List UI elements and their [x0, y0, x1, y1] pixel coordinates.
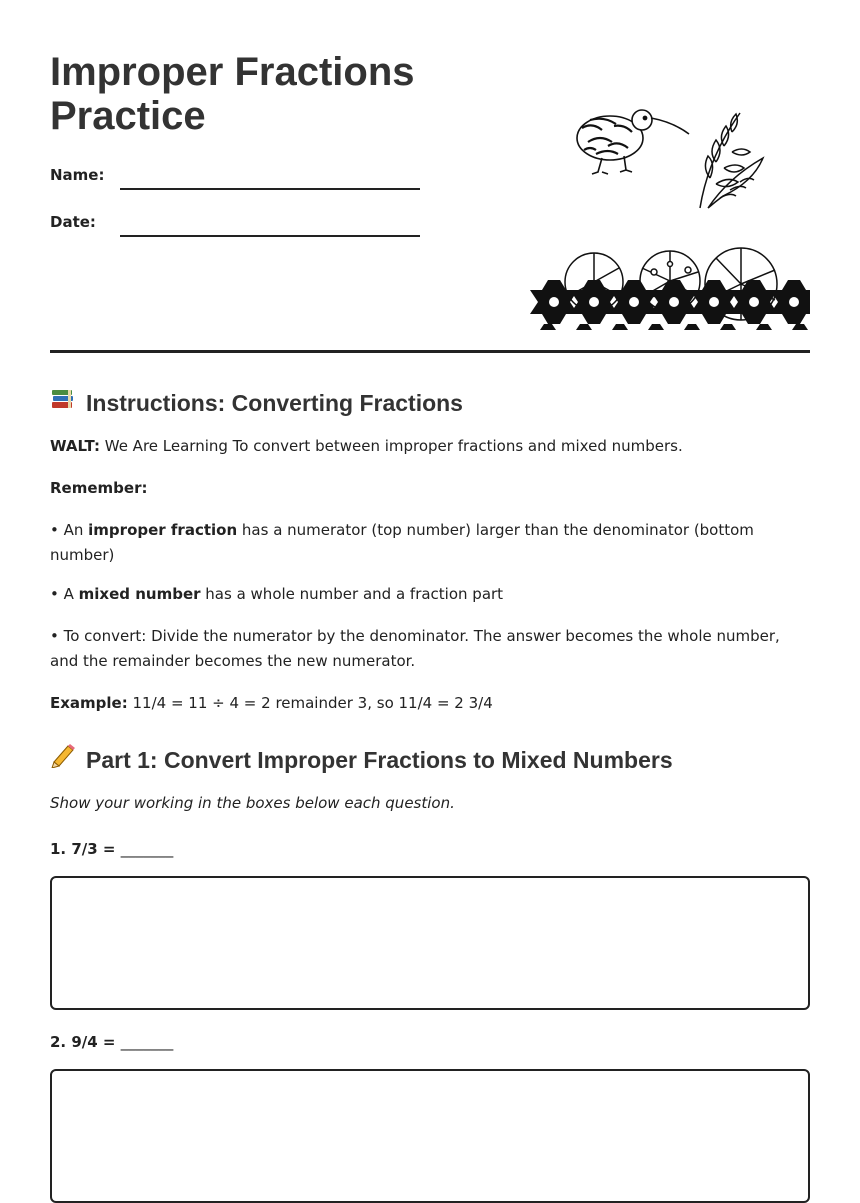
- bullet-mixed-number: [50, 582, 810, 607]
- bullet-convert: • To convert: Divide the numerator by the denominator. The answer becomes the whole number, and the remainder becomes the new numerator.: [50, 627, 780, 670]
- kiwi-icon: [577, 110, 689, 174]
- date-label: Date:: [50, 213, 96, 231]
- instructions-heading-text: Instructions: Converting Fractions: [86, 390, 463, 416]
- question-2-working-box[interactable]: [50, 1069, 810, 1203]
- bullet-1-prefix: • An: [50, 521, 89, 539]
- part1-subtitle: Show your working in the boxes below each question.: [50, 794, 455, 812]
- bullet-1-term: improper fraction: [88, 521, 238, 539]
- part1-heading: [50, 742, 810, 777]
- question-1-working-box[interactable]: [50, 876, 810, 1010]
- bullet-improper-fraction: [50, 518, 810, 568]
- example-text: 11/4 = 11 ÷ 4 = 2 remainder 3, so 11/4 = 2 3/4: [127, 694, 493, 712]
- header-divider: [50, 350, 810, 353]
- name-field: [50, 166, 104, 184]
- title-line-1: Improper Fractions: [50, 50, 415, 94]
- worksheet-content: [50, 386, 810, 1203]
- pencil-icon: [50, 742, 78, 777]
- decorative-pattern-band: [530, 276, 810, 330]
- page-title: [50, 50, 470, 138]
- instructions-heading: [50, 386, 810, 420]
- date-field: [50, 213, 96, 231]
- part1-heading-text: Part 1: Convert Improper Fractions to Mixed Numbers: [86, 747, 673, 773]
- question-1-answer-blank[interactable]: _______: [120, 840, 174, 858]
- name-line[interactable]: [120, 188, 420, 190]
- question-1-label: 1. 7/3 =: [50, 840, 121, 858]
- question-2-answer-blank[interactable]: _______: [120, 1033, 174, 1051]
- bullet-1-text: has a numerator (top number) larger than the denominator (bottom number): [50, 521, 754, 564]
- remember-paragraph: [50, 476, 810, 501]
- example-paragraph: [50, 691, 810, 716]
- walt-text: We Are Learning To convert between improper fractions and mixed numbers.: [99, 437, 683, 455]
- walt-label: WALT:: [50, 437, 100, 455]
- fern-icon: [700, 113, 763, 208]
- title-line-2: Practice: [50, 94, 206, 138]
- name-label: Name:: [50, 166, 105, 184]
- books-icon: [50, 386, 78, 420]
- walt-paragraph: [50, 434, 810, 459]
- question-2-label: 2. 9/4 =: [50, 1033, 121, 1051]
- date-line[interactable]: [120, 235, 420, 237]
- bullet-2-prefix: • A: [50, 585, 79, 603]
- bullet-2-text: has a whole number and a fraction part: [200, 585, 504, 603]
- question-2: [50, 1030, 810, 1055]
- example-label: Example:: [50, 694, 128, 712]
- bullet-2-term: mixed number: [78, 585, 201, 603]
- question-1: [50, 837, 810, 862]
- remember-label: Remember:: [50, 479, 148, 497]
